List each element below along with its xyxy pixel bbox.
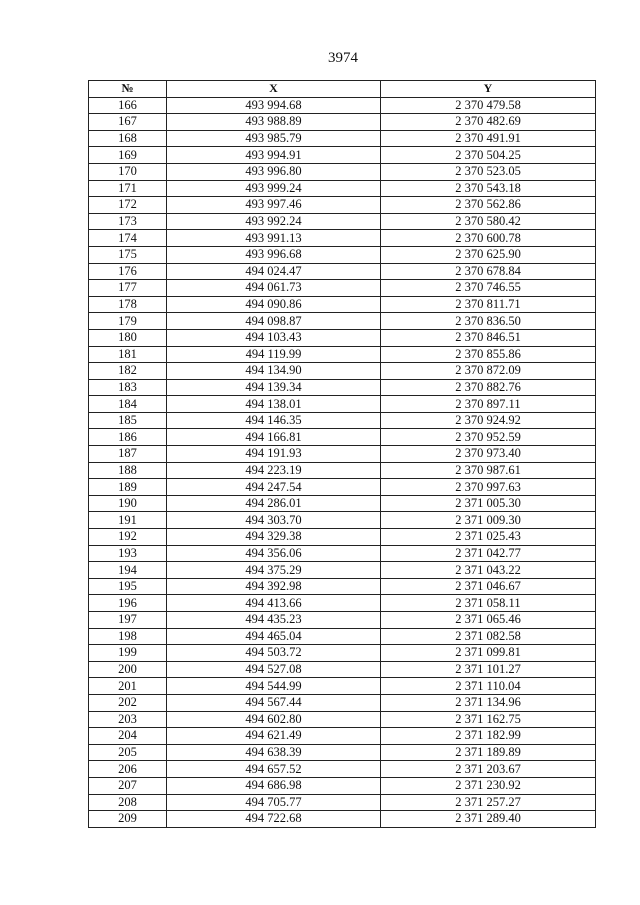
cell-x: 494 392.98 xyxy=(167,578,381,595)
cell-y: 2 371 189.89 xyxy=(381,744,596,761)
cell-y: 2 371 058.11 xyxy=(381,595,596,612)
cell-number: 187 xyxy=(89,446,167,463)
cell-number: 178 xyxy=(89,296,167,313)
cell-number: 196 xyxy=(89,595,167,612)
table-row xyxy=(89,163,596,180)
cell-number: 208 xyxy=(89,794,167,811)
table-row xyxy=(89,114,596,131)
cell-number: 184 xyxy=(89,396,167,413)
cell-x: 493 999.24 xyxy=(167,180,381,197)
table-row xyxy=(89,280,596,297)
cell-x: 494 061.73 xyxy=(167,280,381,297)
cell-x: 494 638.39 xyxy=(167,744,381,761)
table-row xyxy=(89,130,596,147)
cell-number: 183 xyxy=(89,379,167,396)
cell-x: 493 994.68 xyxy=(167,97,381,114)
table-row xyxy=(89,263,596,280)
cell-number: 204 xyxy=(89,728,167,745)
table-row xyxy=(89,495,596,512)
cell-y: 2 371 203.67 xyxy=(381,761,596,778)
cell-y: 2 371 025.43 xyxy=(381,529,596,546)
cell-y: 2 370 625.90 xyxy=(381,246,596,263)
cell-y: 2 371 162.75 xyxy=(381,711,596,728)
table-row xyxy=(89,462,596,479)
cell-x: 494 191.93 xyxy=(167,446,381,463)
table-row xyxy=(89,578,596,595)
table-row xyxy=(89,645,596,662)
table-row xyxy=(89,363,596,380)
cell-x: 493 994.91 xyxy=(167,147,381,164)
cell-number: 202 xyxy=(89,694,167,711)
table-row xyxy=(89,379,596,396)
cell-x: 494 686.98 xyxy=(167,777,381,794)
table-row xyxy=(89,744,596,761)
cell-number: 194 xyxy=(89,562,167,579)
cell-number: 166 xyxy=(89,97,167,114)
cell-y: 2 371 046.67 xyxy=(381,578,596,595)
cell-number: 188 xyxy=(89,462,167,479)
table-row xyxy=(89,612,596,629)
cell-number: 191 xyxy=(89,512,167,529)
page-number: 3974 xyxy=(328,50,358,66)
table-row xyxy=(89,728,596,745)
cell-y: 2 371 082.58 xyxy=(381,628,596,645)
cell-x: 494 375.29 xyxy=(167,562,381,579)
table-row xyxy=(89,429,596,446)
cell-x: 494 303.70 xyxy=(167,512,381,529)
cell-y: 2 370 479.58 xyxy=(381,97,596,114)
cell-x: 494 621.49 xyxy=(167,728,381,745)
cell-y: 2 370 897.11 xyxy=(381,396,596,413)
table-row xyxy=(89,230,596,247)
cell-number: 193 xyxy=(89,545,167,562)
cell-number: 172 xyxy=(89,197,167,214)
table-row xyxy=(89,197,596,214)
cell-y: 2 370 523.05 xyxy=(381,163,596,180)
cell-y: 2 370 482.69 xyxy=(381,114,596,131)
cell-x: 494 286.01 xyxy=(167,495,381,512)
cell-x: 494 098.87 xyxy=(167,313,381,330)
cell-number: 169 xyxy=(89,147,167,164)
cell-number: 180 xyxy=(89,329,167,346)
cell-x: 494 090.86 xyxy=(167,296,381,313)
cell-x: 494 166.81 xyxy=(167,429,381,446)
cell-y: 2 371 042.77 xyxy=(381,545,596,562)
cell-x: 493 996.68 xyxy=(167,246,381,263)
cell-y: 2 371 289.40 xyxy=(381,811,596,828)
cell-x: 494 247.54 xyxy=(167,479,381,496)
cell-number: 174 xyxy=(89,230,167,247)
cell-x: 494 329.38 xyxy=(167,529,381,546)
cell-number: 195 xyxy=(89,578,167,595)
cell-x: 494 602.80 xyxy=(167,711,381,728)
cell-x: 494 146.35 xyxy=(167,412,381,429)
cell-y: 2 370 562.86 xyxy=(381,197,596,214)
header-x: X xyxy=(167,81,381,98)
table-body xyxy=(89,97,596,827)
cell-x: 494 138.01 xyxy=(167,396,381,413)
cell-y: 2 371 065.46 xyxy=(381,612,596,629)
cell-x: 494 356.06 xyxy=(167,545,381,562)
cell-x: 494 103.43 xyxy=(167,329,381,346)
cell-number: 181 xyxy=(89,346,167,363)
table-row xyxy=(89,711,596,728)
cell-x: 494 465.04 xyxy=(167,628,381,645)
cell-y: 2 370 924.92 xyxy=(381,412,596,429)
cell-number: 201 xyxy=(89,678,167,695)
cell-y: 2 370 811.71 xyxy=(381,296,596,313)
cell-x: 494 139.34 xyxy=(167,379,381,396)
cell-y: 2 370 678.84 xyxy=(381,263,596,280)
cell-y: 2 370 997.63 xyxy=(381,479,596,496)
table-row xyxy=(89,396,596,413)
coordinates-table xyxy=(88,80,596,828)
table-row xyxy=(89,446,596,463)
header-number: № xyxy=(89,81,167,98)
table-row xyxy=(89,562,596,579)
header-y: Y xyxy=(381,81,596,98)
cell-y: 2 371 110.04 xyxy=(381,678,596,695)
cell-number: 167 xyxy=(89,114,167,131)
cell-y: 2 370 952.59 xyxy=(381,429,596,446)
table-row xyxy=(89,246,596,263)
cell-number: 177 xyxy=(89,280,167,297)
cell-x: 494 223.19 xyxy=(167,462,381,479)
cell-x: 494 722.68 xyxy=(167,811,381,828)
cell-number: 205 xyxy=(89,744,167,761)
cell-number: 207 xyxy=(89,777,167,794)
cell-x: 494 567.44 xyxy=(167,694,381,711)
cell-y: 2 370 600.78 xyxy=(381,230,596,247)
cell-y: 2 370 491.91 xyxy=(381,130,596,147)
cell-number: 199 xyxy=(89,645,167,662)
cell-number: 173 xyxy=(89,213,167,230)
cell-number: 190 xyxy=(89,495,167,512)
table-row xyxy=(89,147,596,164)
table-row xyxy=(89,296,596,313)
cell-x: 493 997.46 xyxy=(167,197,381,214)
cell-number: 197 xyxy=(89,612,167,629)
cell-y: 2 370 504.25 xyxy=(381,147,596,164)
cell-x: 493 991.13 xyxy=(167,230,381,247)
table-row xyxy=(89,346,596,363)
table-row xyxy=(89,97,596,114)
cell-x: 494 657.52 xyxy=(167,761,381,778)
table-row xyxy=(89,412,596,429)
cell-y: 2 371 134.96 xyxy=(381,694,596,711)
table-row xyxy=(89,479,596,496)
cell-y: 2 370 543.18 xyxy=(381,180,596,197)
table-row xyxy=(89,529,596,546)
table-row xyxy=(89,694,596,711)
cell-number: 203 xyxy=(89,711,167,728)
cell-number: 186 xyxy=(89,429,167,446)
cell-x: 493 996.80 xyxy=(167,163,381,180)
table-row xyxy=(89,213,596,230)
cell-number: 206 xyxy=(89,761,167,778)
cell-number: 192 xyxy=(89,529,167,546)
table-row xyxy=(89,180,596,197)
cell-number: 198 xyxy=(89,628,167,645)
table-row xyxy=(89,761,596,778)
table-row xyxy=(89,545,596,562)
cell-y: 2 370 872.09 xyxy=(381,363,596,380)
cell-y: 2 371 101.27 xyxy=(381,661,596,678)
cell-y: 2 371 257.27 xyxy=(381,794,596,811)
table-row xyxy=(89,811,596,828)
cell-y: 2 370 973.40 xyxy=(381,446,596,463)
cell-x: 493 992.24 xyxy=(167,213,381,230)
cell-y: 2 370 746.55 xyxy=(381,280,596,297)
cell-y: 2 370 855.86 xyxy=(381,346,596,363)
table-row xyxy=(89,678,596,695)
cell-number: 182 xyxy=(89,363,167,380)
cell-y: 2 371 009.30 xyxy=(381,512,596,529)
table-row xyxy=(89,628,596,645)
cell-y: 2 371 230.92 xyxy=(381,777,596,794)
cell-y: 2 370 580.42 xyxy=(381,213,596,230)
cell-number: 171 xyxy=(89,180,167,197)
cell-y: 2 371 043.22 xyxy=(381,562,596,579)
cell-number: 179 xyxy=(89,313,167,330)
cell-number: 170 xyxy=(89,163,167,180)
table-row xyxy=(89,595,596,612)
cell-x: 493 988.89 xyxy=(167,114,381,131)
table-row xyxy=(89,794,596,811)
cell-x: 494 503.72 xyxy=(167,645,381,662)
cell-x: 494 527.08 xyxy=(167,661,381,678)
cell-number: 209 xyxy=(89,811,167,828)
cell-x: 494 413.66 xyxy=(167,595,381,612)
cell-number: 175 xyxy=(89,246,167,263)
table-header-row xyxy=(89,81,596,98)
cell-y: 2 371 099.81 xyxy=(381,645,596,662)
cell-number: 200 xyxy=(89,661,167,678)
cell-y: 2 370 987.61 xyxy=(381,462,596,479)
table-row xyxy=(89,329,596,346)
table-row xyxy=(89,512,596,529)
cell-x: 494 119.99 xyxy=(167,346,381,363)
cell-number: 185 xyxy=(89,412,167,429)
cell-number: 189 xyxy=(89,479,167,496)
cell-x: 494 544.99 xyxy=(167,678,381,695)
table-row xyxy=(89,661,596,678)
cell-y: 2 370 846.51 xyxy=(381,329,596,346)
cell-y: 2 371 182.99 xyxy=(381,728,596,745)
cell-x: 494 134.90 xyxy=(167,363,381,380)
cell-x: 494 435.23 xyxy=(167,612,381,629)
table-row xyxy=(89,313,596,330)
cell-y: 2 370 882.76 xyxy=(381,379,596,396)
cell-x: 494 705.77 xyxy=(167,794,381,811)
cell-x: 493 985.79 xyxy=(167,130,381,147)
table-row xyxy=(89,777,596,794)
cell-number: 168 xyxy=(89,130,167,147)
cell-x: 494 024.47 xyxy=(167,263,381,280)
cell-number: 176 xyxy=(89,263,167,280)
cell-y: 2 371 005.30 xyxy=(381,495,596,512)
cell-y: 2 370 836.50 xyxy=(381,313,596,330)
